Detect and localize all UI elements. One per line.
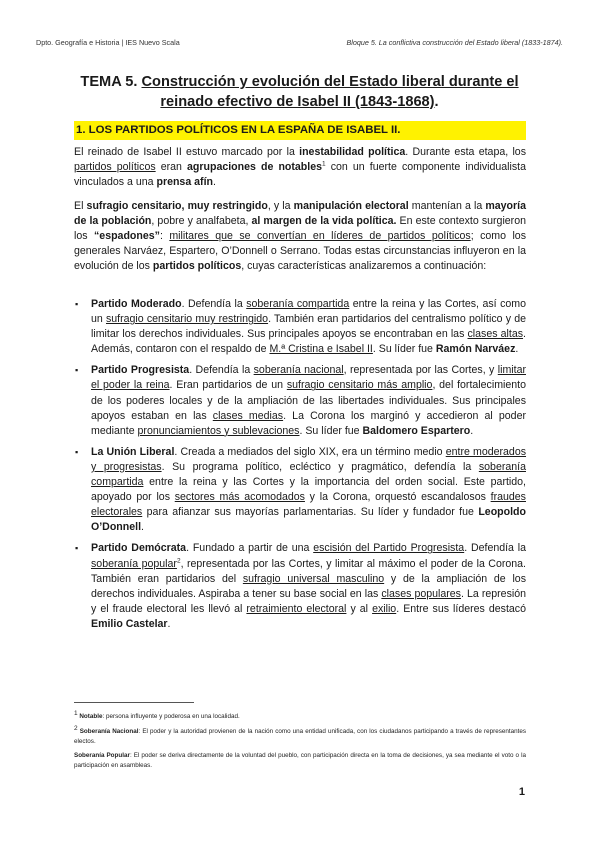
text: entre la reina y las Cortes y la importancia del orden social. Este partido, apoyado por los xyxy=(91,476,526,504)
header-left: Dpto. Geografía e Historia | IES Nuevo Scala xyxy=(36,38,180,47)
underlined-text: sufragio censitario más amplio xyxy=(286,379,433,392)
text: eran xyxy=(155,161,188,174)
text: . Además, contaron con el respaldo de xyxy=(91,328,526,356)
list-item-partido-progresista xyxy=(74,363,526,438)
text: . Su líder fue xyxy=(299,424,363,437)
footnote-term: Soberanía Nacional xyxy=(79,728,139,735)
square-bullet-icon: ▪ xyxy=(75,543,79,554)
text: , cuyas características analizaremos a continuación: xyxy=(241,260,487,273)
bold-text: prensa afín xyxy=(156,176,213,189)
party-leader: Ramón Narváez xyxy=(435,343,516,356)
text: . Su programa político, ecléctico y pragmático, defendía la xyxy=(161,460,479,473)
footnote-text: : El poder y la autoridad provienen de la nación como una entidad unificada, con los ciudadanos participando a través de representantes electos. xyxy=(74,728,527,745)
party-name: Partido Moderado xyxy=(91,298,182,310)
section-heading: 1. LOS PARTIDOS POLÍTICOS EN LA ESPAÑA DE ISABEL II. xyxy=(74,121,526,140)
footnote-2 xyxy=(74,724,527,746)
underlined-text: M.ª Cristina e Isabel II xyxy=(269,343,373,356)
text: , pobre y analfabeta, xyxy=(151,215,252,228)
text: , y la xyxy=(267,200,294,212)
party-leader: Emilio Castelar xyxy=(91,617,168,630)
bold-text: agrupaciones de notables xyxy=(187,161,323,174)
underlined-text: fraudes electorales xyxy=(91,491,526,519)
text: . xyxy=(141,521,144,534)
text: para afianzar sus mayorías parlamentarias. Su líder y fundador fue xyxy=(142,506,479,519)
title-suffix: . xyxy=(434,94,439,110)
bold-text: partidos políticos xyxy=(152,260,242,273)
text: . Fundado a partir de una xyxy=(186,542,314,555)
paragraph-context xyxy=(74,199,526,274)
paragraph-intro xyxy=(74,145,526,190)
underlined-text: sectores más acomodados xyxy=(174,491,305,504)
bold-text: sufragio censitario, muy restringido xyxy=(86,200,268,212)
text: y de la ampliación de los derechos individuales. Aspiraba a tener su base social en las xyxy=(91,572,526,600)
bold-text: inestabilidad política xyxy=(299,146,406,158)
underlined-text: soberanía compartida xyxy=(246,298,350,310)
party-name: La Unión Liberal xyxy=(91,445,175,458)
footnote-term: Notable xyxy=(79,713,103,720)
underlined-text: soberanía popular xyxy=(91,557,177,570)
page-number: 1 xyxy=(518,786,525,798)
square-bullet-icon: ▪ xyxy=(75,446,79,457)
footnote-divider xyxy=(74,702,194,703)
footnote-text: : El poder se deriva directamente de la voluntad del pueblo, con participación directa en la toma de decisiones, ya sea mediante el voto o la participación en asambleas. xyxy=(74,752,526,769)
bold-text: al margen de la vida política. xyxy=(251,215,397,228)
list-item-partido-democrata xyxy=(74,541,526,632)
text: , representada por las Cortes, y limitar al máximo el poder de la Corona. También eran partidarios del xyxy=(91,557,526,585)
underlined-text: pronunciamientos y sublevaciones xyxy=(137,424,300,437)
footnote-1 xyxy=(74,709,526,722)
parties-list xyxy=(74,297,526,638)
party-leader: Leopoldo O’Donnell xyxy=(91,506,526,534)
underlined-text: entre moderados y progresistas xyxy=(91,445,527,473)
underlined-text: retraimiento electoral xyxy=(246,602,347,615)
underlined-text: exilio xyxy=(372,602,397,615)
text: El xyxy=(74,200,87,212)
underlined-text: sufragio censitario muy restringido xyxy=(105,313,269,326)
text: . Entre sus líderes destacó xyxy=(396,602,526,615)
text: y la Corona, orquestó escandalosos xyxy=(304,491,491,504)
footnote-mark: 2 xyxy=(74,724,78,732)
title-main: Construcción y evolución del Estado liberal durante el reinado efectivo de Isabel II (1843-1868) xyxy=(141,74,519,110)
text: . xyxy=(167,617,171,630)
text: . Creada a mediados del siglo XIX, era un término medio xyxy=(174,445,446,458)
text: entre la reina y las Cortes, así como un xyxy=(91,298,526,326)
bold-text: mayoría de la población xyxy=(74,200,526,228)
text: . Durante esta etapa, los xyxy=(405,146,526,158)
underlined-text: clases altas xyxy=(467,328,524,341)
bold-text: “espadones” xyxy=(94,230,160,243)
footnote-mark: 1 xyxy=(74,709,78,717)
text: . También eran partidarios del centralismo político y de limitar los derechos individuales. Sus principales apoyos se encontraban en las xyxy=(91,313,526,341)
bold-text: manipulación electoral xyxy=(293,200,409,212)
list-item-partido-moderado xyxy=(74,297,526,357)
text: . La represión y el fraude electoral les llevó al xyxy=(91,587,527,615)
text: . xyxy=(470,424,474,437)
footnote-ref: 2 xyxy=(176,556,181,564)
text: y al xyxy=(346,602,373,615)
text: . xyxy=(213,176,216,189)
underlined-text: escisión del Partido Progresista xyxy=(313,542,465,555)
underlined-text: partidos políticos xyxy=(74,161,156,174)
text: . Eran partidarios de un xyxy=(169,379,287,392)
party-leader: Baldomero Espartero xyxy=(362,424,471,437)
text: . Su líder fue xyxy=(372,343,436,356)
underlined-text: soberanía compartida xyxy=(91,460,526,489)
footnote-term: Soberanía Popular xyxy=(74,752,130,759)
underlined-text: clases medias xyxy=(212,409,284,422)
square-bullet-icon: ▪ xyxy=(75,299,79,309)
underlined-text: clases populares xyxy=(381,587,461,600)
bold-text: En este contexto surgieron los xyxy=(74,215,526,243)
text: . La Corona los marginó y accedieron al poder mediante xyxy=(91,409,526,437)
text: . Defendía la xyxy=(189,364,254,377)
underlined-text: militares que se convertían en líderes de partidos políticos xyxy=(169,230,471,243)
text: ; como los generales Narváez, Espartero, O’Donnell o Serrano. Todas estas circunstancias influyeron en la evolución de los xyxy=(74,230,526,273)
underlined-text: sufragio universal masculino xyxy=(242,572,385,585)
header-right: Bloque 5. La conflictiva construcción del Estado liberal (1833-1874). xyxy=(346,38,563,47)
text: . Defendía la xyxy=(181,298,247,310)
title-prefix: TEMA 5. xyxy=(80,74,142,90)
page-title xyxy=(60,72,539,112)
square-bullet-icon: ▪ xyxy=(75,365,79,376)
party-name: Partido Progresista xyxy=(91,364,190,377)
list-item-union-liberal xyxy=(74,445,526,536)
footnote-3 xyxy=(74,751,526,770)
text: con un fuerte componente individualista vinculados a una xyxy=(74,161,526,189)
text: mantenían a la xyxy=(408,200,486,212)
text: , del fortalecimiento de los poderes locales y de la ampliación de las libertades individuales. Sus principales apoyos estaban en las xyxy=(91,379,526,422)
text: . Defendía la xyxy=(464,542,527,555)
text: El reinado de Isabel II estuvo marcado por la xyxy=(74,146,300,158)
text: , representada por las Cortes, y xyxy=(343,364,498,377)
underlined-text: limitar el poder la reina xyxy=(91,364,526,392)
party-name: Partido Demócrata xyxy=(91,542,187,555)
underlined-text: soberanía nacional xyxy=(253,364,344,377)
text: . xyxy=(515,343,519,356)
footnote-text: : persona influyente y poderosa en una localidad. xyxy=(102,713,240,720)
text: : xyxy=(159,230,170,243)
footnote-ref: 1 xyxy=(322,160,326,168)
